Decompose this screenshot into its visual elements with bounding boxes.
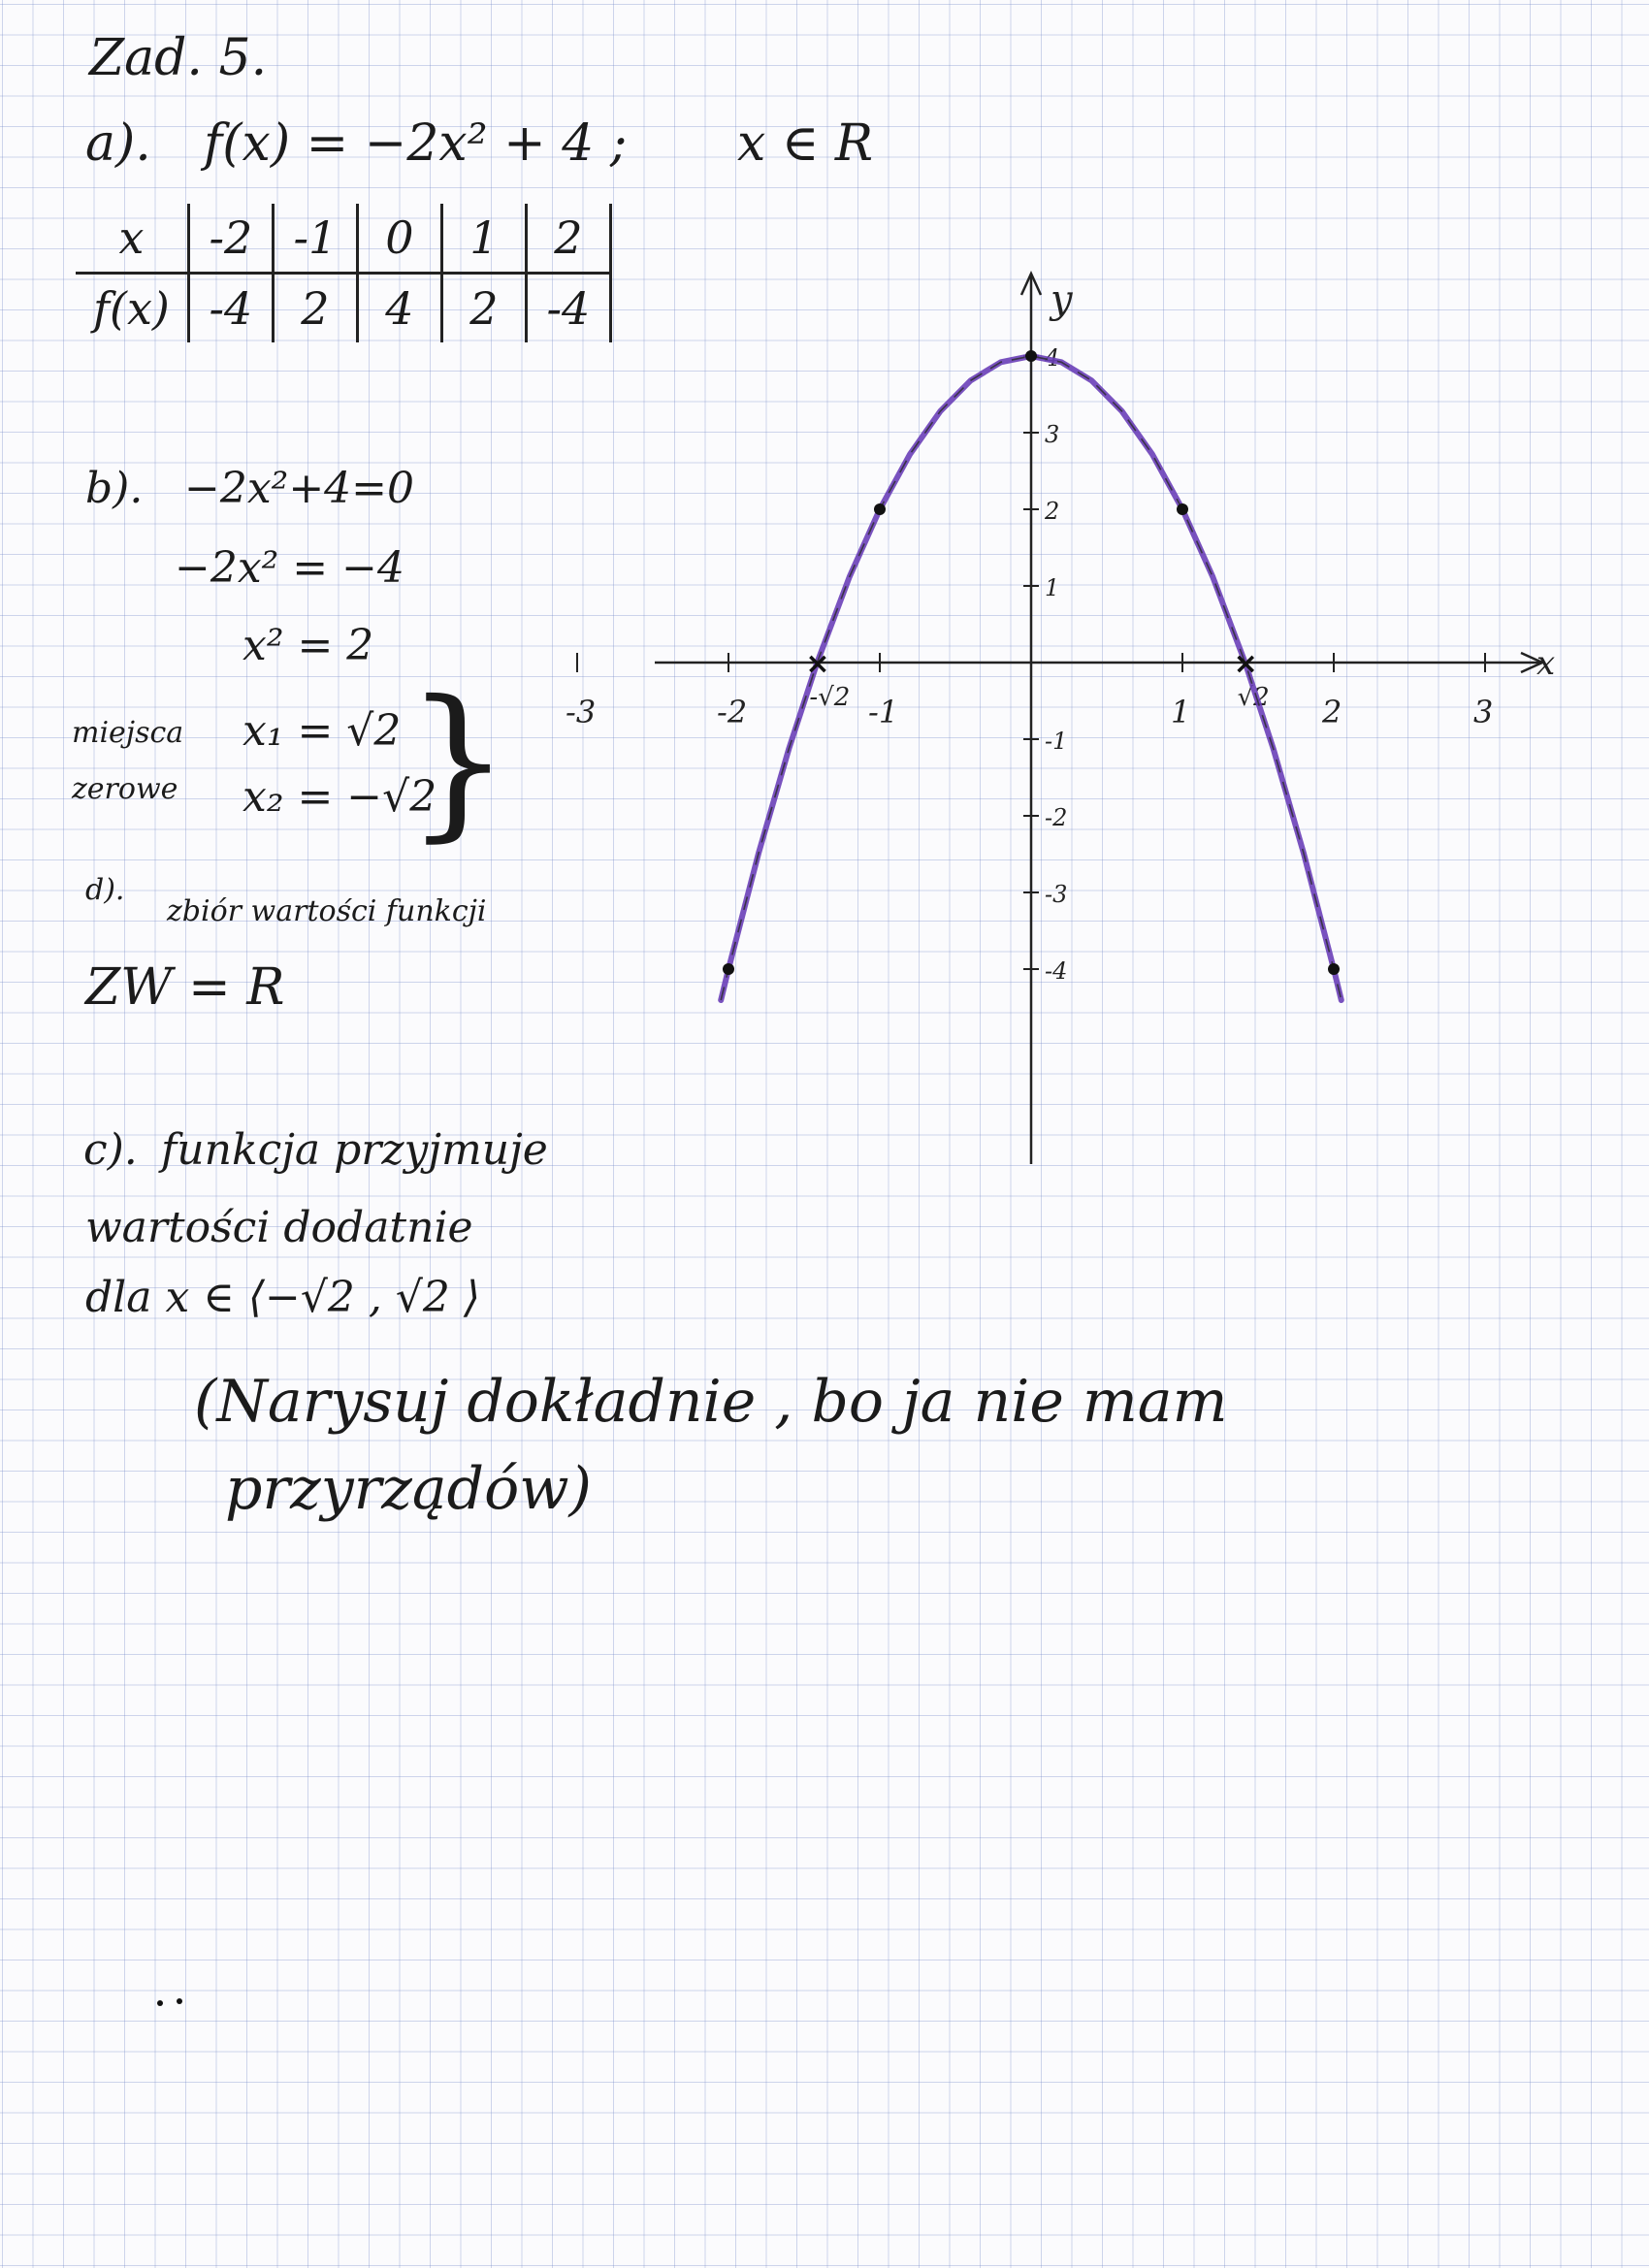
value-table-f-row	[76, 274, 610, 343]
value-table-f-cell: 2	[441, 274, 526, 343]
parabola-graph	[566, 262, 1562, 1193]
x-tick-label: 2	[1322, 694, 1342, 730]
y-tick-label: -1	[1045, 728, 1068, 755]
value-table-x-label: x	[76, 204, 188, 274]
graph-point	[1025, 350, 1037, 362]
part-a-domain: x ∈ R	[737, 114, 874, 173]
zero-x1: x₁ = √2	[242, 706, 402, 756]
zeros-label-line2: zerowe	[72, 772, 178, 806]
value-table-x-cell: 2	[526, 204, 610, 274]
part-b-step1: −2x²+4=0	[184, 464, 415, 513]
graph-point	[1177, 503, 1188, 515]
part-d-result: ZW = R	[85, 958, 285, 1017]
y-tick-label: -2	[1045, 804, 1068, 831]
stray-mark	[177, 1998, 182, 2004]
value-table-f-cell: -4	[188, 274, 273, 343]
x-tick-label: 1	[1171, 694, 1191, 730]
y-tick-label: 1	[1045, 574, 1060, 601]
value-table-x-cell: 1	[441, 204, 526, 274]
x-axis-label: x	[1536, 644, 1556, 683]
graph-point	[1328, 963, 1340, 975]
part-c-label: c).	[83, 1125, 138, 1175]
part-c-line3: dla x ∈ ⟨−√2 , √2 ⟩	[85, 1273, 481, 1322]
part-d-label: d).	[85, 873, 125, 907]
note-line2: przyrządów)	[225, 1455, 592, 1523]
y-tick-label: 4	[1045, 344, 1060, 372]
value-table	[76, 204, 612, 342]
part-a-label: a).	[85, 114, 151, 173]
stray-mark	[157, 2000, 163, 2006]
x-tick-label: 3	[1473, 694, 1494, 730]
value-table-x-row	[76, 204, 610, 274]
note-line1: (Narysuj dokładnie , bo ja nie mam	[194, 1368, 1228, 1436]
graph-point	[874, 503, 886, 515]
value-table-f-cell: -4	[526, 274, 610, 343]
y-tick-label: 3	[1045, 421, 1060, 448]
part-b-step3: x² = 2	[242, 621, 374, 670]
x-tick-label: -1	[868, 694, 899, 730]
part-a-function: f(x) = −2x² + 4 ;	[204, 114, 628, 173]
root-label: √2	[1237, 683, 1270, 712]
x-tick-label: -2	[717, 694, 748, 730]
value-table-x-cell: -1	[273, 204, 357, 274]
part-b-label: b).	[85, 464, 144, 513]
y-tick-label: 2	[1045, 498, 1060, 525]
part-d-description: zbiór wartości funkcji	[167, 894, 487, 928]
root-point: ×	[805, 647, 830, 681]
y-axis-label: y	[1051, 277, 1073, 322]
y-tick-label: -3	[1045, 881, 1068, 908]
graph-axes	[655, 274, 1555, 1164]
y-tick-label: -4	[1045, 957, 1068, 985]
root-label: -√2	[809, 683, 851, 712]
zeros-label-line1: miejsca	[72, 716, 184, 750]
part-c-line2: wartości dodatnie	[85, 1203, 473, 1252]
graph-point	[723, 963, 734, 975]
zeros-brace: }	[405, 665, 511, 858]
zero-x2: x₂ = −√2	[242, 772, 437, 822]
value-table-f-cell: 4	[357, 274, 441, 343]
value-table-f-cell: 2	[273, 274, 357, 343]
value-table-x-cell: -2	[188, 204, 273, 274]
task-title: Zad. 5.	[89, 29, 268, 87]
value-table-x-cell: 0	[357, 204, 441, 274]
value-table-f-label: f(x)	[93, 282, 170, 335]
root-point: ×	[1233, 647, 1258, 681]
part-b-step2: −2x² = −4	[175, 543, 405, 593]
x-tick-label: -3	[566, 694, 597, 730]
graph-ticks	[566, 344, 1493, 985]
part-c-line1: funkcja przyjmuje	[161, 1125, 548, 1175]
